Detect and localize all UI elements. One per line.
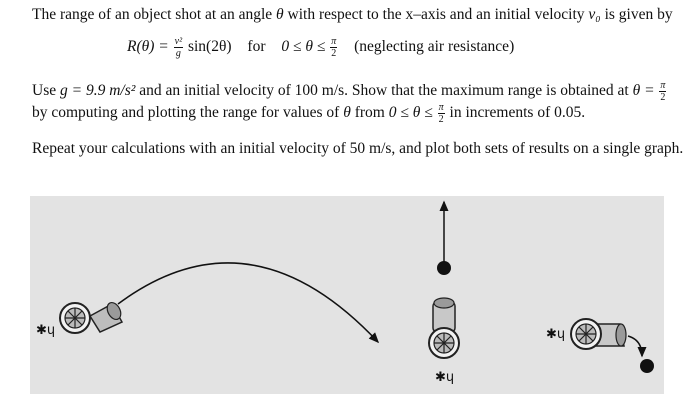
middle-cannon xyxy=(429,298,459,385)
cannon-illustration xyxy=(30,196,664,394)
para3-text: Repeat your calculations with an initial velocity of 50 m/s, and plot both sets of results on a single graph. xyxy=(32,140,684,157)
svg-text:✱ɥ: ✱ɥ xyxy=(36,323,56,338)
para2-line2a: by computing and plotting the range for values of xyxy=(32,104,340,122)
para2-line2 xyxy=(32,102,585,125)
formula-function: sin(2θ) xyxy=(187,38,232,56)
para2-theta: θ xyxy=(343,104,351,122)
intro-text-a: The range of an object shot at an angle xyxy=(32,6,273,23)
para2-theta-eq: θ = xyxy=(632,82,655,100)
para2-line2c: in increments of 0.05. xyxy=(449,104,586,122)
range-formula xyxy=(127,36,514,59)
para2-line1 xyxy=(32,80,667,103)
svg-text:✱ɥ: ✱ɥ xyxy=(546,327,566,342)
para2-use: Use xyxy=(32,82,57,100)
right-cannon xyxy=(546,319,626,349)
intro-text-b: with respect to the x–axis and an initial velocity xyxy=(287,6,585,23)
formula-note: (neglecting air resistance) xyxy=(354,38,515,56)
para2-fraction: $\frac{\pi}{2}$ xyxy=(660,80,666,103)
intro-line xyxy=(32,6,673,24)
vertical-ball xyxy=(437,261,451,275)
formula-range-fraction: $\frac{\pi}{2}$ xyxy=(331,36,337,59)
para2-range-fraction: $\frac{\pi}{2}$ xyxy=(438,102,444,125)
cannon-figure xyxy=(30,196,664,394)
para2-g: g = 9.9 m/s² xyxy=(59,82,136,100)
svg-text:✱ɥ: ✱ɥ xyxy=(435,370,455,385)
formula-for: for xyxy=(247,38,266,56)
para2-range: 0 ≤ θ ≤ xyxy=(388,104,433,122)
v0-symbol: v₀ xyxy=(588,6,601,23)
formula-range: 0 ≤ θ ≤ xyxy=(281,38,326,56)
para2-mid: and an initial velocity of 100 m/s. Show that the maximum range is obtained at xyxy=(139,82,629,100)
intro-text-c: is given by xyxy=(604,6,673,23)
formula-lhs: R(θ) = xyxy=(127,38,169,56)
left-cannon xyxy=(36,300,124,338)
drop-trajectory xyxy=(628,336,642,356)
theta-symbol: θ xyxy=(276,6,284,23)
formula-fraction: $\frac{\text{v²}}{g}$ xyxy=(174,36,183,59)
dropped-ball xyxy=(640,359,654,373)
para2-line2b: from xyxy=(354,104,385,122)
trajectory-arc xyxy=(118,263,378,342)
